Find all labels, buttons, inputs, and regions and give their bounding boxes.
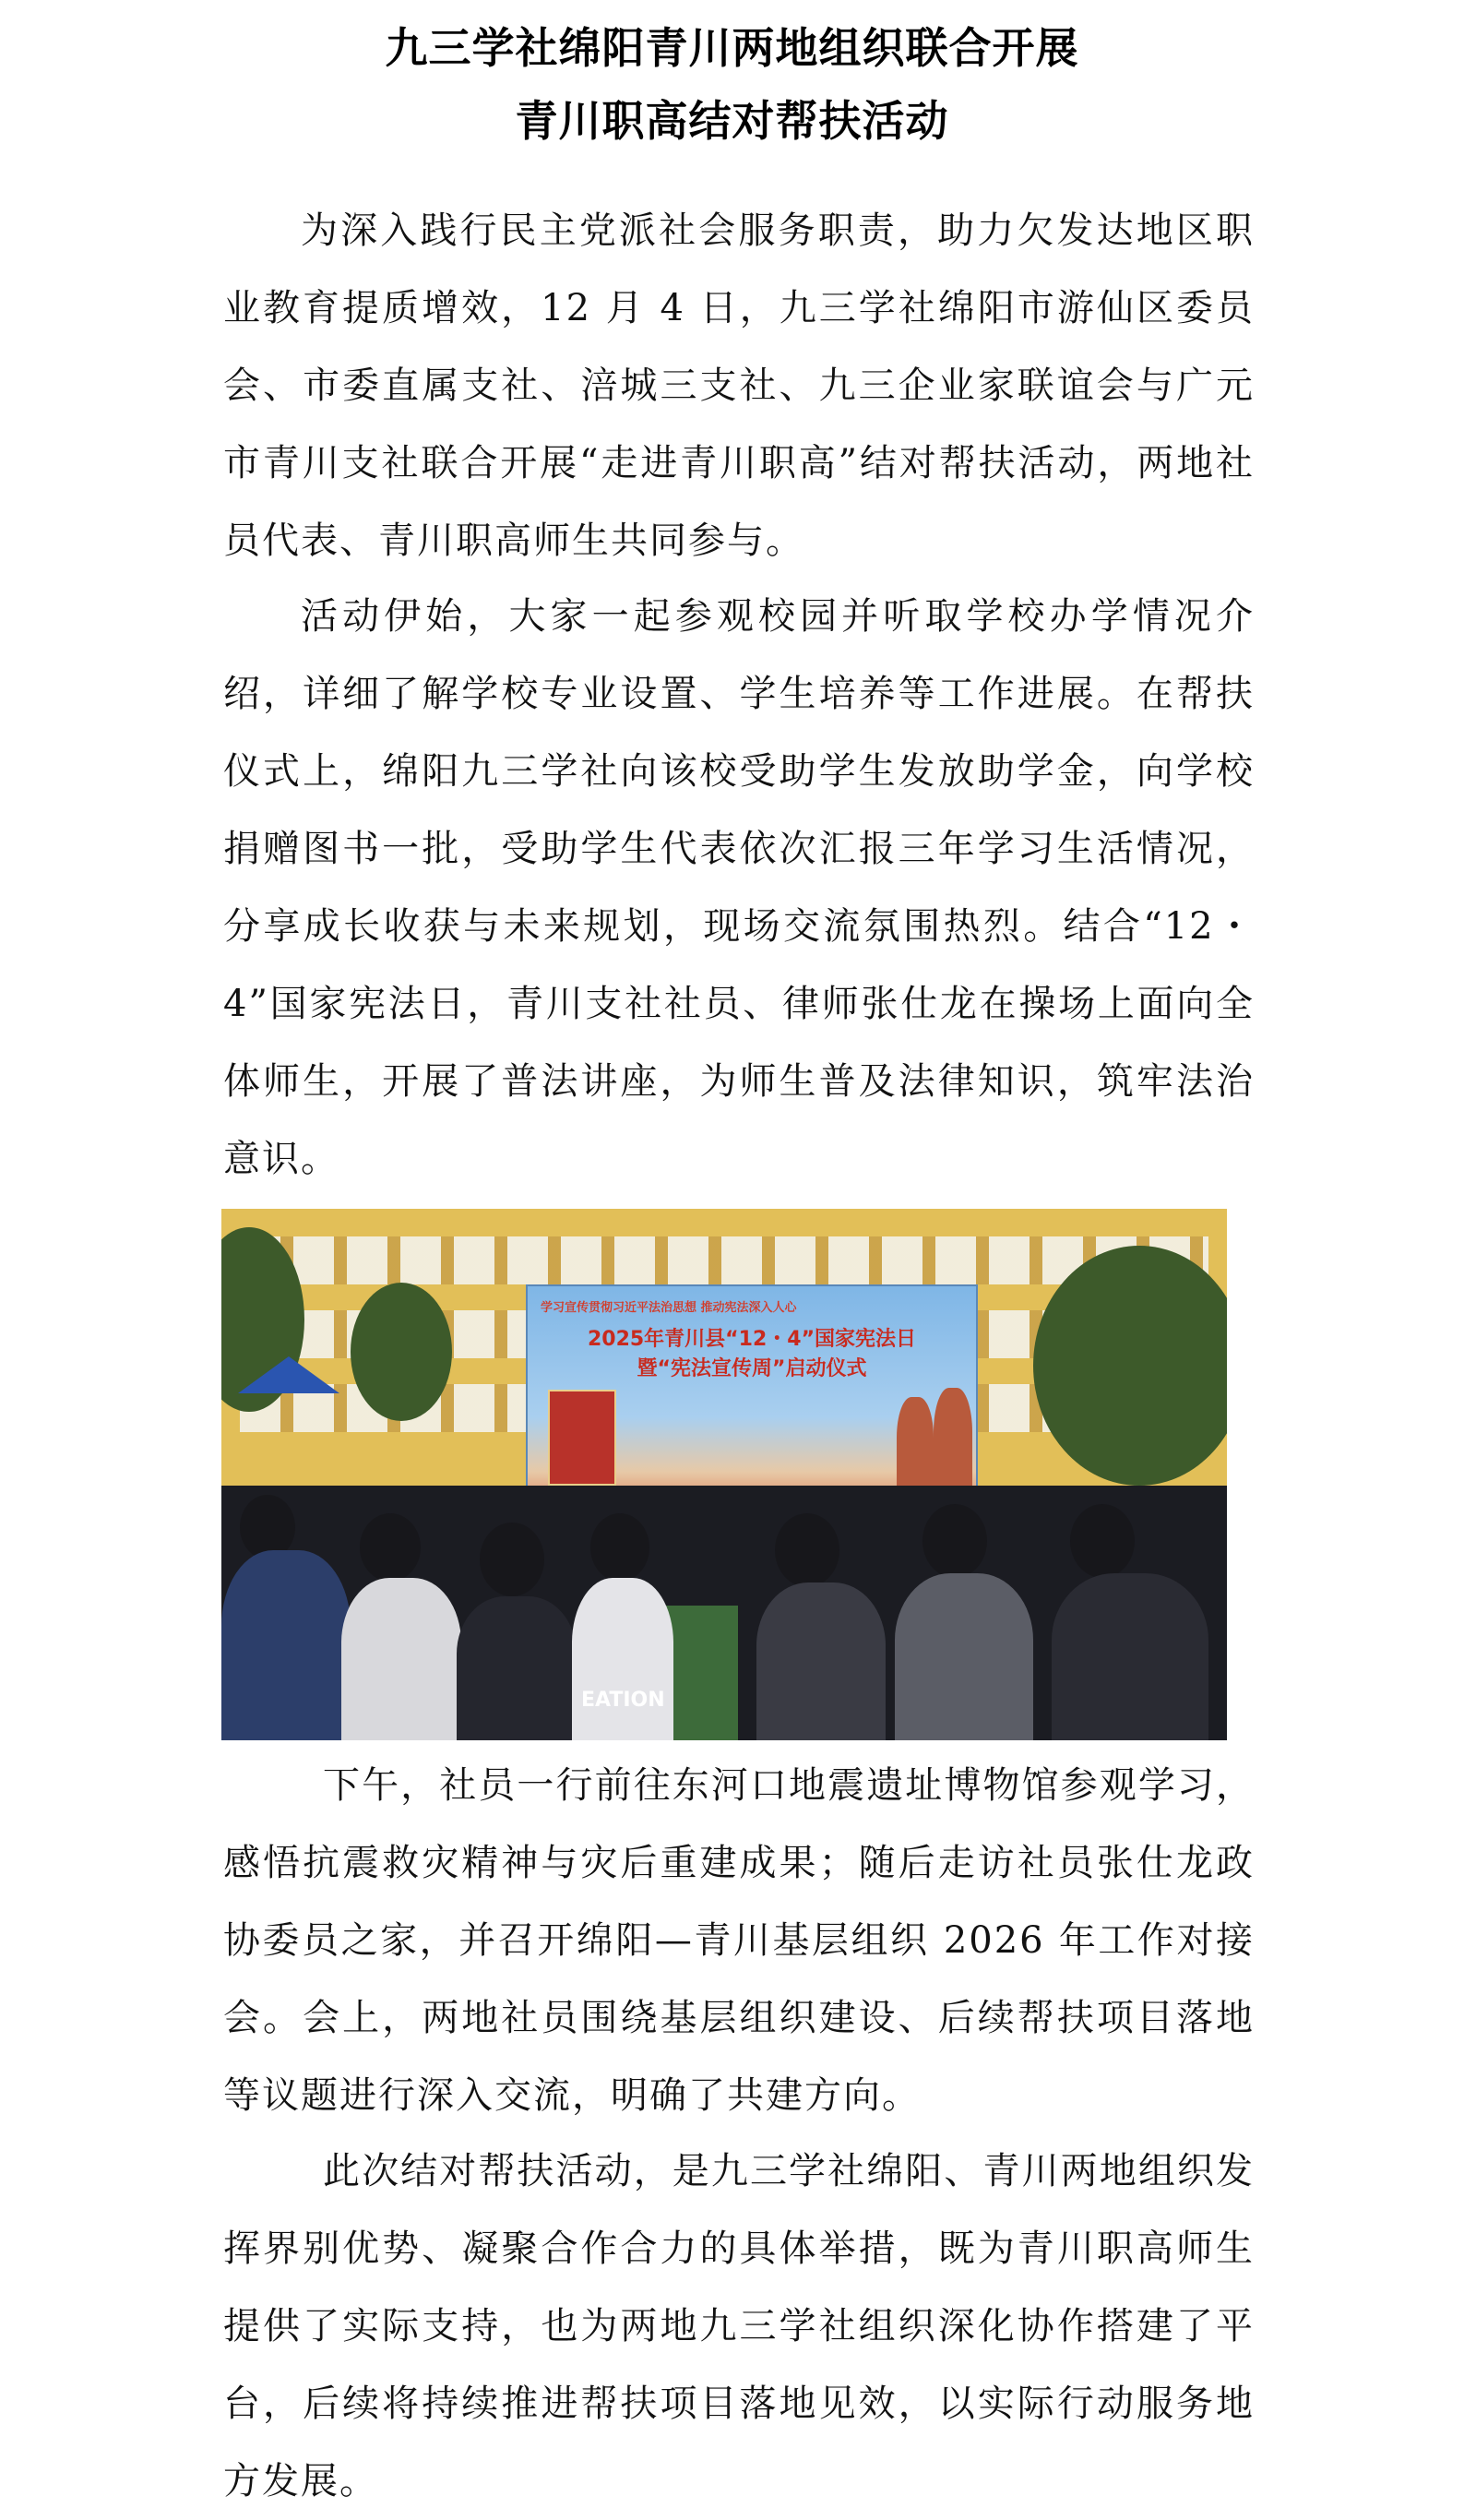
banner-title-line-1: 2025年青川县“12・4”国家宪法日 (587, 1328, 917, 1351)
person-coat (756, 1582, 886, 1740)
person-head (775, 1513, 839, 1587)
paragraph-4: 此次结对帮扶活动，是九三学社绵阳、青川两地组织发挥界别优势、凝聚合作合力的具体举措，既为青川职高师生提供了实际支持，也为两地九三学社组织深化协作搭建了平台，后续将持续推进帮扶项目落地见效，以实际行动服务地方发展。 (223, 2150, 1255, 2502)
window-row (240, 1236, 1208, 1284)
person-coat (457, 1596, 577, 1740)
banner-title-line-2: 暨“宪法宣传周”启动仪式 (637, 1357, 867, 1380)
person-head (360, 1513, 421, 1582)
paragraph-3: 下午，社员一行前往东河口地震遗址博物馆参观学习，感悟抗震救灾精神与灾后重建成果；随后走访社员张仕龙政协委员之家，并召开绵阳—青川基层组织 2026 年工作对接会。会上，两地社员围绕基层组织建设、后续帮扶项目落地等议题进行深入交流，明确了共建方向。 (223, 1764, 1255, 2117)
title-line-2: 青川职高结对帮扶活动 (515, 96, 949, 146)
shirt-print: EATION (581, 1689, 665, 1712)
person-head (1070, 1504, 1135, 1578)
person-coat (895, 1573, 1033, 1740)
figure-silhouette (934, 1388, 972, 1499)
person-head (590, 1513, 649, 1582)
person-coat (341, 1578, 461, 1740)
title-line-1: 九三学社绵阳青川两地组织联合开展 (385, 23, 1079, 73)
event-photo (221, 1209, 1227, 1740)
paragraph-2: 活动伊始，大家一起参观校园并听取学校办学情况介绍，详细了解学校专业设置、学生培养等工作进展。在帮扶仪式上，绵阳九三学社向该校受助学生发放助学金，向学校捐赠图书一批，受助学生代表依次汇报三年学习生活情况，分享成长收获与未来规划，现场交流氛围热烈。结合“12・4”国家宪法日，青川支社社员、律师张仕龙在操场上面向全体师生，开展了普法讲座，为师生普及法律知识，筑牢法治意识。 (223, 595, 1255, 1180)
person-head (480, 1523, 544, 1596)
person-coat (221, 1550, 351, 1740)
person-coat (1052, 1573, 1208, 1740)
person-coat (572, 1578, 673, 1740)
banner-top-text: 学习宣传贯彻习近平法治思想 推动宪法深入人心 (541, 1301, 797, 1315)
person-head (922, 1504, 987, 1578)
constitution-book (548, 1390, 616, 1486)
tree (351, 1283, 452, 1421)
figure-silhouette (897, 1397, 934, 1499)
paragraph-1: 为深入践行民主党派社会服务职责，助力欠发达地区职业教育提质增效，12 月 4 日，九三学社绵阳市游仙区委员会、市委直属支社、涪城三支社、九三企业家联谊会与广元市青川支社联合开展“走进青川职高”结对帮扶活动，两地社员代表、青川职高师生共同参与。 (223, 209, 1255, 562)
